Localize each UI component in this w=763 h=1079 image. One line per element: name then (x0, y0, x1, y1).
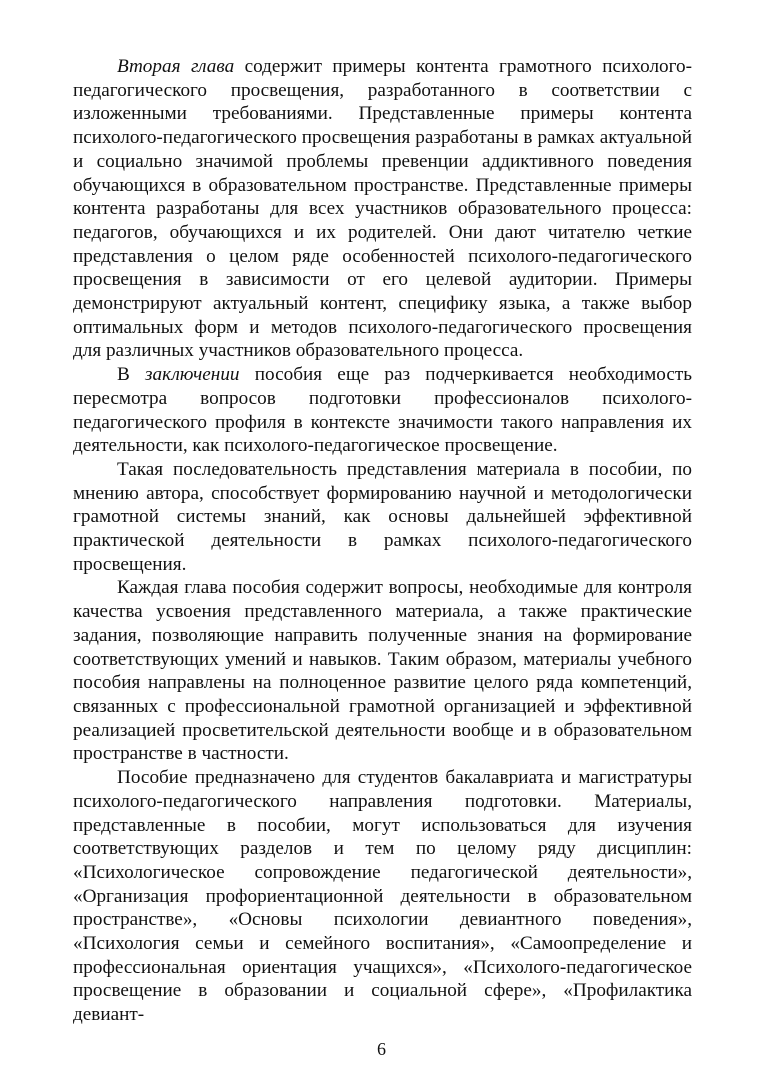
paragraph-text: содержит примеры контента грамотного психолого-педагогического просвещения, разработанного в соответствии с изложенными требованиями. Представленные примеры контента психолого-педагогического просвещения разработаны в рамках актуальной и социально значимой проблемы превенции аддиктивного поведения обучающихся в образовательном пространстве. Представленные примеры контента разработаны для всех участников образовательного процесса: педагогов, обучающихся и их родителей. Они дают читателю четкие представления о целом ряде особенностей психолого-педагогического просвещения в зависимости от его целевой аудитории. Примеры демонстрируют актуальный контент, специфику языка, а также выбор оптимальных форм и методов психолого-педагогического просвещения для различных участников образовательного процесса. (73, 56, 692, 362)
paragraph-sequence: Такая последовательность представления материала в пособии, по мнению автора, способствует формированию научной и методологически грамотной системы знаний, как основы дальнейшей эффективной практической деятельности в рамках психолого-педагогического просвещения. (73, 458, 692, 575)
body-text (73, 55, 692, 1027)
italic-term-conclusion: заключении (145, 364, 240, 386)
paragraph-second-chapter (73, 55, 692, 363)
paragraph-lead: В (117, 364, 146, 386)
paragraph-text: пособия еще раз подчеркивается необходимость пересмотра вопросов подготовки профессионалов психолого-педагогического профиля в контексте значимости такого направления их деятельности, как психолого-педагогическое просвещение. (73, 364, 692, 457)
page-number: 6 (377, 1039, 386, 1059)
paragraph-conclusion (73, 363, 692, 458)
paragraph-chapter-questions: Каждая глава пособия содержит вопросы, необходимые для контроля качества усвоения представленного материала, а также практические задания, позволяющие направить полученные знания на формирование соответствующих умений и навыков. Таким образом, материалы учебного пособия направлены на полноценное развитие целого ряда компетенций, связанных с профессиональной грамотной организацией и эффективной реализацией просветительской деятельности вообще и в образовательном пространстве в частности. (73, 577, 692, 765)
italic-term-second-chapter: Вторая глава (117, 56, 235, 77)
paragraph-audience: Пособие предназначено для студентов бакалавриата и магистратуры психолого-педагогического направления подготовки. Материалы, представленные в пособии, могут использоваться для изучения соответствующих разделов и тем по целому ряду дисциплин: «Психологическое сопровождение педагогической деятельности», «Организация профориентационной деятельности в образовательном пространстве», «Основы психологии девиантного поведения», «Психология семьи и семейного воспитания», «Самоопределение и профессиональная ориентация учащихся», «Психолого-педагогическое просвещение в образовании и социальной сфере», «Профилактика девиант- (73, 767, 692, 1026)
